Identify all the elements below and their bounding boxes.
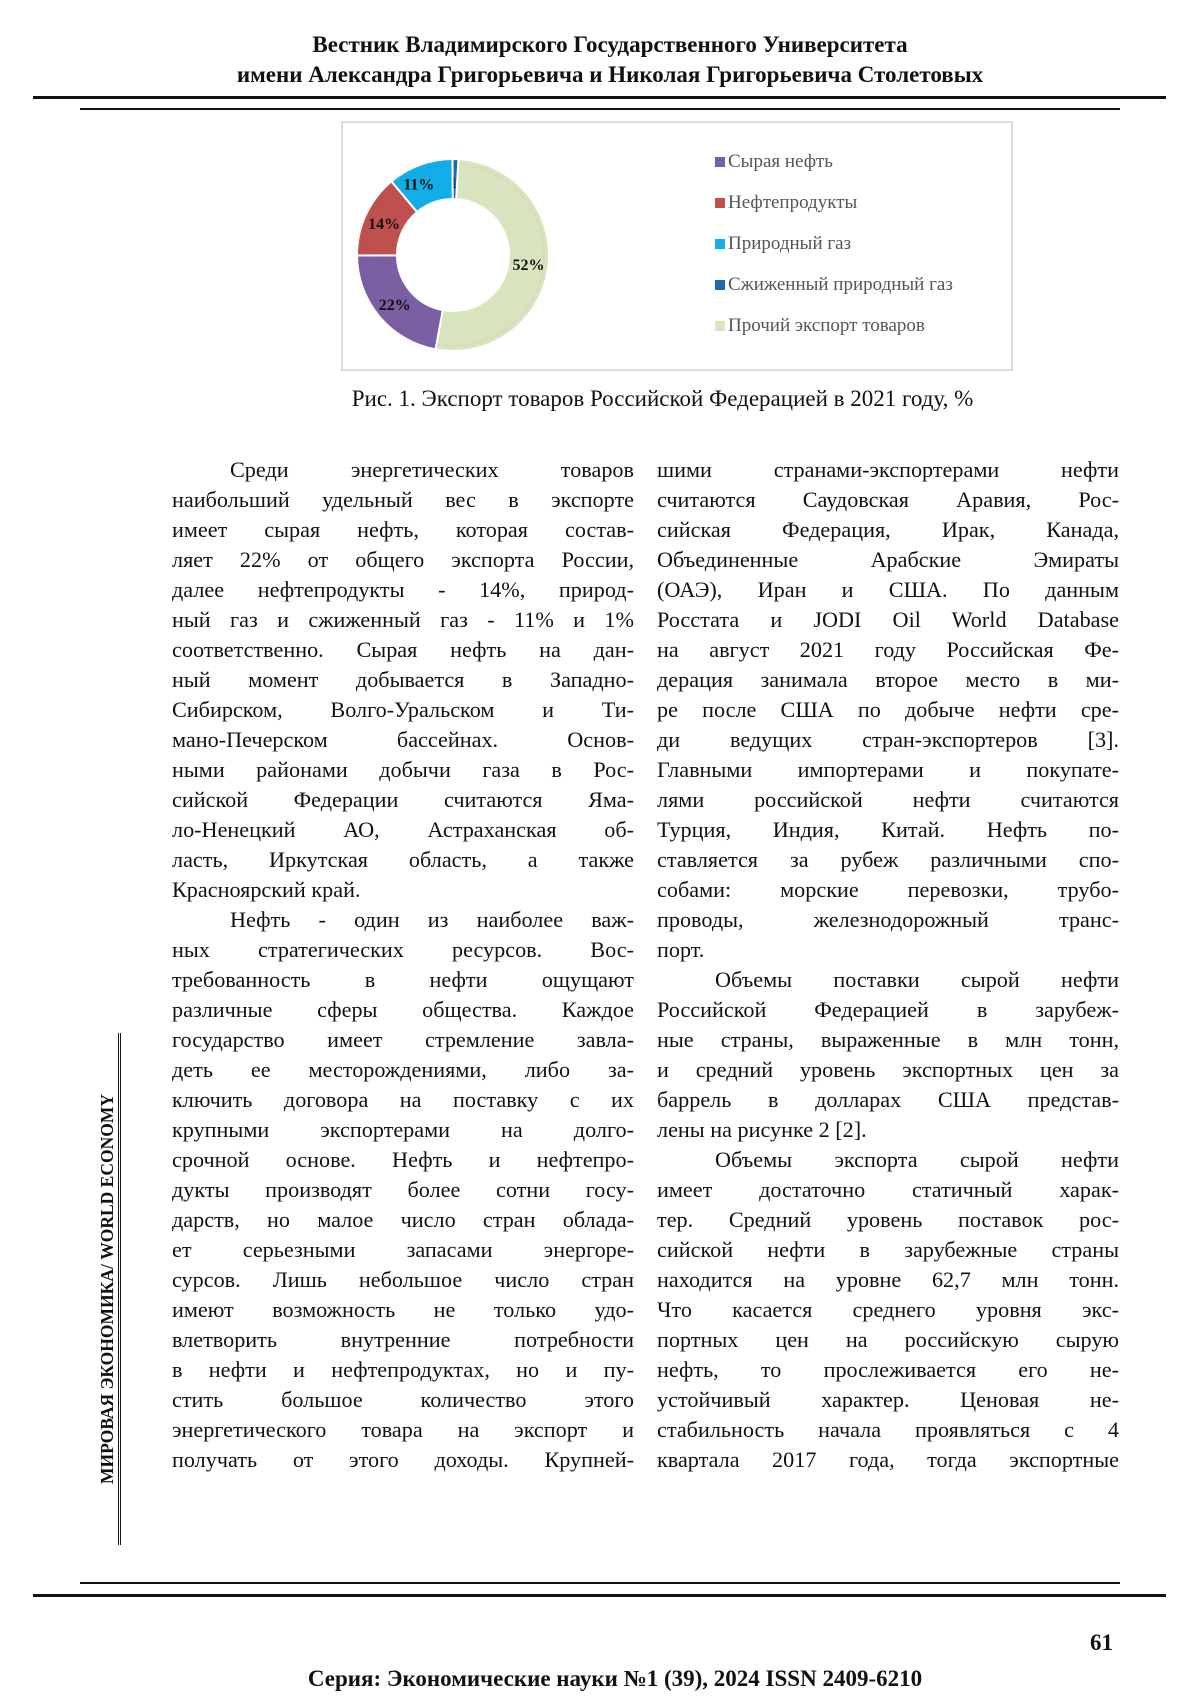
text-line: дарств, но малое число стран облада- <box>172 1207 634 1232</box>
legend-swatch <box>715 198 725 208</box>
text-line: ный газ и сжиженный газ - 11% и 1% <box>172 607 634 632</box>
legend-label: Сжиженный природный газ <box>728 274 953 295</box>
text-line: и средний уровень экспортных цен за <box>657 1057 1119 1082</box>
text-line: собами: морские перевозки, трубо- <box>657 877 1119 902</box>
text-line: требованность в нефти ощущают <box>172 967 634 992</box>
text-line: Объединенные Арабские Эмираты <box>657 547 1119 572</box>
text-line: сийской Федерации считаются Яма- <box>172 787 634 812</box>
text-line: ет серьезными запасами энергоре- <box>172 1237 634 1262</box>
legend-swatch <box>715 157 725 167</box>
text-line: ди ведущих стран-экспортеров [3]. <box>657 727 1119 752</box>
text-line: крупными экспортерами на долго- <box>172 1117 634 1142</box>
legend-item <box>715 192 953 233</box>
legend-swatch <box>715 239 725 249</box>
page-number: 61 <box>1090 1630 1113 1655</box>
text-line: имеет сырая нефть, которая состав- <box>172 517 634 542</box>
text-line: срочной основе. Нефть и нефтепро- <box>172 1147 634 1172</box>
text-line: ре после США по добыче нефти сре- <box>657 697 1119 722</box>
series-footer: Серия: Экономические науки №1 (39), 2024 ISSN 2409-6210 <box>307 1666 923 1691</box>
donut-data-label: 14% <box>368 216 401 234</box>
text-line: лями российской нефти считаются <box>657 787 1119 812</box>
text-line: тер. Средний уровень поставок рос- <box>657 1207 1119 1232</box>
text-line: Главными импортерами и покупате- <box>657 757 1119 782</box>
text-line: ными районами добычи газа в Рос- <box>172 757 634 782</box>
legend-item <box>715 151 953 192</box>
text-line: нефть, то прослеживается его не- <box>657 1357 1119 1382</box>
text-line: дерация занимала второе место в ми- <box>657 667 1119 692</box>
text-line: государство имеет стремление завла- <box>172 1027 634 1052</box>
journal-title-line1: Вестник Владимирского Государственного Университета <box>312 32 908 57</box>
text-line: (ОАЭ), Иран и США. По данным <box>657 577 1119 602</box>
text-line: в нефти и нефтепродуктах, но и пу- <box>172 1357 634 1382</box>
donut-data-label: 11% <box>403 176 435 194</box>
text-line: влетворить внутренние потребности <box>172 1327 634 1352</box>
text-line: соответственно. Сырая нефть на дан- <box>172 637 634 662</box>
footer-rule-thick <box>33 1594 1166 1597</box>
text-line: Турция, Индия, Китай. Нефть по- <box>657 817 1119 842</box>
text-line: квартала 2017 года, тогда экспортные <box>657 1447 1119 1472</box>
text-line: ные страны, выраженные в млн тонн, <box>657 1027 1119 1052</box>
text-line: Сибирском, Волго-Уральском и Ти- <box>172 697 634 722</box>
text-line: Росстата и JODI Oil World Database <box>657 607 1119 632</box>
text-line: ласть, Иркутская область, а также <box>172 847 634 872</box>
text-line: шими странами-экспортерами нефти <box>657 457 1119 482</box>
text-line: ло-Ненецкий АО, Астраханская об- <box>172 817 634 842</box>
legend-label: Сырая нефть <box>728 151 833 172</box>
text-line: проводы, железнодорожный транс- <box>657 907 1119 932</box>
text-line: сийская Федерация, Ирак, Канада, <box>657 517 1119 542</box>
journal-header <box>0 30 1200 90</box>
text-line: порт. <box>657 937 705 962</box>
text-line: ный момент добывается в Западно- <box>172 667 634 692</box>
text-line: получать от этого доходы. Крупней- <box>172 1447 634 1472</box>
text-line: мано-Печерском бассейнах. Основ- <box>172 727 634 752</box>
footer-rule-thin <box>80 1582 1120 1584</box>
text-line: деть ее месторождениями, либо за- <box>172 1057 634 1082</box>
text-line: стабильность начала проявляться с 4 <box>657 1417 1119 1442</box>
text-line: ляет 22% от общего экспорта России, <box>172 547 634 572</box>
text-line: ставляется за рубеж различными спо- <box>657 847 1119 872</box>
text-line: устойчивый характер. Ценовая не- <box>657 1387 1119 1412</box>
text-line: Что касается среднего уровня экс- <box>657 1297 1119 1322</box>
text-line: баррель в долларах США представ- <box>657 1087 1119 1112</box>
figure-caption: Рис. 1. Экспорт товаров Российской Федерацией в 2021 году, % <box>351 386 974 411</box>
legend-label: Природный газ <box>728 233 852 254</box>
legend-label: Прочий экспорт товаров <box>728 315 925 336</box>
legend-item <box>715 315 953 356</box>
legend-label: Нефтепродукты <box>728 192 858 213</box>
text-line: наибольший удельный вес в экспорте <box>172 487 634 512</box>
text-line: сийской нефти в зарубежные страны <box>657 1237 1119 1262</box>
header-rule-thin <box>80 108 1120 110</box>
text-column-right <box>657 455 1119 1475</box>
text-line: сурсов. Лишь небольшое число стран <box>172 1267 634 1292</box>
donut-data-label: 22% <box>378 296 411 314</box>
journal-title-line2: имени Александра Григорьевича и Николая Григорьевича Столетовых <box>236 62 984 87</box>
text-line: энергетического товара на экспорт и <box>172 1417 634 1442</box>
text-line: Нефть - один из наиболее важ- <box>230 907 634 932</box>
text-line: Красноярский край. <box>172 877 361 902</box>
text-line: лены на рисунке 2 [2]. <box>657 1117 867 1142</box>
legend-swatch <box>715 321 725 331</box>
text-line: различные сферы общества. Каждое <box>172 997 634 1022</box>
text-line: ключить договора на поставку с их <box>172 1087 634 1112</box>
text-line: Объемы экспорта сырой нефти <box>715 1147 1119 1172</box>
section-side-label: МИРОВАЯ ЭКОНОМИКА/ WORLD ECONOMY <box>96 1033 121 1545</box>
text-line: на август 2021 году Российская Фе- <box>657 637 1119 662</box>
text-line: дукты производят более сотни госу- <box>172 1177 634 1202</box>
text-line: стить большое количество этого <box>172 1387 634 1412</box>
donut-chart <box>341 121 1013 371</box>
text-column-left <box>172 455 634 1475</box>
text-line: имеют возможность не только удо- <box>172 1297 634 1322</box>
text-line: Среди энергетических товаров <box>230 457 634 482</box>
text-line: портных цен на российскую сырую <box>657 1327 1119 1352</box>
text-line: далее нефтепродукты - 14%, природ- <box>172 577 634 602</box>
text-line: ных стратегических ресурсов. Вос- <box>172 937 634 962</box>
text-line: имеет достаточно статичный харак- <box>657 1177 1119 1202</box>
header-rule-thick <box>33 96 1166 99</box>
text-line: Российской Федерацией в зарубеж- <box>657 997 1119 1022</box>
donut-data-label: 52% <box>512 257 545 275</box>
text-line: находится на уровне 62,7 млн тонн. <box>657 1267 1119 1292</box>
chart-legend <box>715 151 953 356</box>
legend-swatch <box>715 280 725 290</box>
legend-item <box>715 274 953 315</box>
text-line: Объемы поставки сырой нефти <box>715 967 1119 992</box>
text-line: считаются Саудовская Аравия, Рос- <box>657 487 1119 512</box>
legend-item <box>715 233 953 274</box>
